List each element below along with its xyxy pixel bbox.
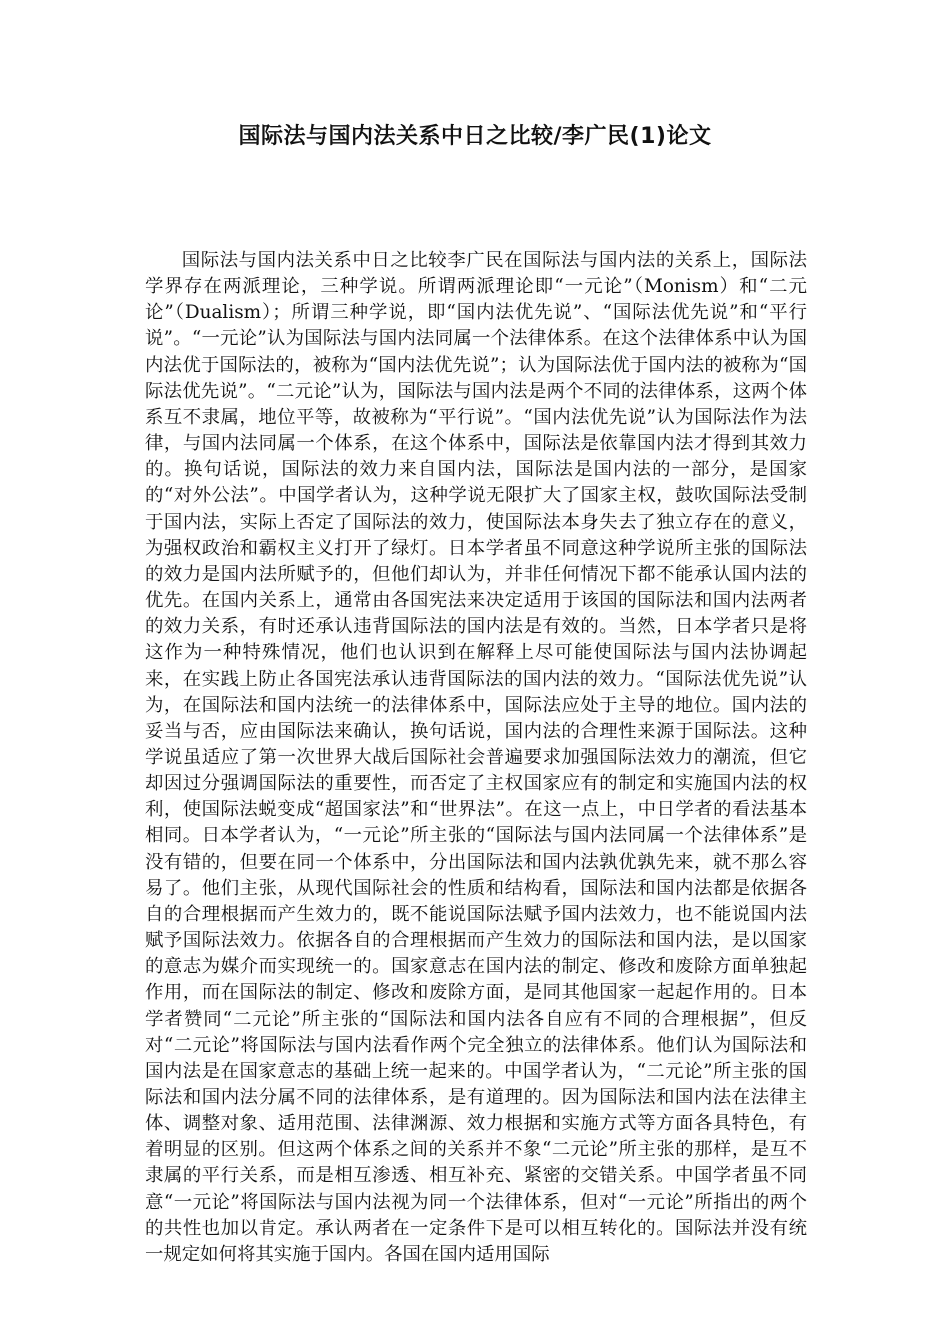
body-paragraph: 国际法与国内法关系中日之比较李广民在国际法与国内法的关系上，国际法学界存在两派理论，三种学说。所谓两派理论即“一元论”（Monism）和“二元论”（Dualism）；所谓三种学说，即“国内法优先说”、“国际法优先说”和“平行说”。“一元论”认为国际法与国内法同属一个法律体系。在这个法律体系中认为国内法优于国际法的，被称为“国内法优先说”；认为国际法优于国内法的被称为“国际法优先说”。“二元论”认为，国际法与国内法是两个不同的法律体系，这两个体系互不隶属，地位平等，故被称为“平行说”。“国内法优先说”认为国际法作为法律，与国内法同属一个体系，在这个体系中，国际法是依靠国内法才得到其效力的。换句话说，国际法的效力来自国内法，国际法是国内法的一部分，是国家的“对外公法”。中国学者认为，这种学说无限扩大了国家主权，鼓吹国际法受制于国内法，实际上否定了国际法的效力，使国际法本身失去了独立存在的意义，为强权政治和霸权主义打开了绿灯。日本学者虽不同意这种学说所主张的国际法的效力是国内法所赋予的，但他们却认为，并非任何情况下都不能承认国内法的优先。在国内关系上，通常由各国宪法来决定适用于该国的国际法和国内法两者的效力关系，有时还承认违背国际法的国内法是有效的。当然，日本学者只是将这作为一种特殊情况，他们也认识到在解释上尽可能使国际法与国内法协调起来，在实践上防止各国宪法承认违背国际法的国内法的效力。“国际法优先说”认为，在国际法和国内法统一的法律体系中，国际法应处于主导的地位。国内法的妥当与否，应由国际法来确认，换句话说，国内法的合理性来源于国际法。这种学说虽适应了第一次世界大战后国际社会普遍要求加强国际法效力的潮流，但它却因过分强调国际法的重要性，而否定了主权国家应有的制定和实施国内法的权利，使国际法蜕变成“超国家法”和“世界法”。在这一点上，中日学者的看法基本相同。日本学者认为，“一元论”所主张的“国际法与国内法同属一个法律体系”是没有错的，但要在同一个体系中，分出国际法和国内法孰优孰先来，就不那么容易了。他们主张，从现代国际社会的性质和结构看，国际法和国内法都是依据各自的合理根据而产生效力的，既不能说国际法赋予国内法效力，也不能说国内法赋予国际法效力。依据各自的合理根据而产生效力的国际法和国内法，是以国家的意志为媒介而实现统一的。国家意志在国内法的制定、修改和废除方面单独起作用，而在国际法的制定、修改和废除方面，是同其他国家一起起作用的。日本学者赞同“二元论”所主张的“国际法和国内法各自应有不同的合理根据”，但反对“二元论”将国际法与国内法看作两个完全独立的法律体系。他们认为国际法和国内法是在国家意志的基础上统一起来的。中国学者认为，“二元论”所主张的国际法和国内法分属不同的法律体系，是有道理的。因为国际法和国内法在法律主体、调整对象、适用范围、法律渊源、效力根据和实施方式等方面各具特色，有着明显的区别。但这两个体系之间的关系并不象“二元论”所主张的那样，是互不隶属的平行关系，而是相互渗透、相互补充、紧密的交错关系。中国学者虽不同意“一元论”将国际法与国内法视为同一个法律体系，但对“一元论”所指出的两个的共性也加以肯定。承认两者在一定条件下是可以相互转化的。国际法并没有统一规定如何将其实施于国内。各国在国内适用国际 xyxy=(145,250,807,1265)
document-title: 国际法与国内法关系中日之比较/李广民(1)论文 xyxy=(238,124,712,149)
